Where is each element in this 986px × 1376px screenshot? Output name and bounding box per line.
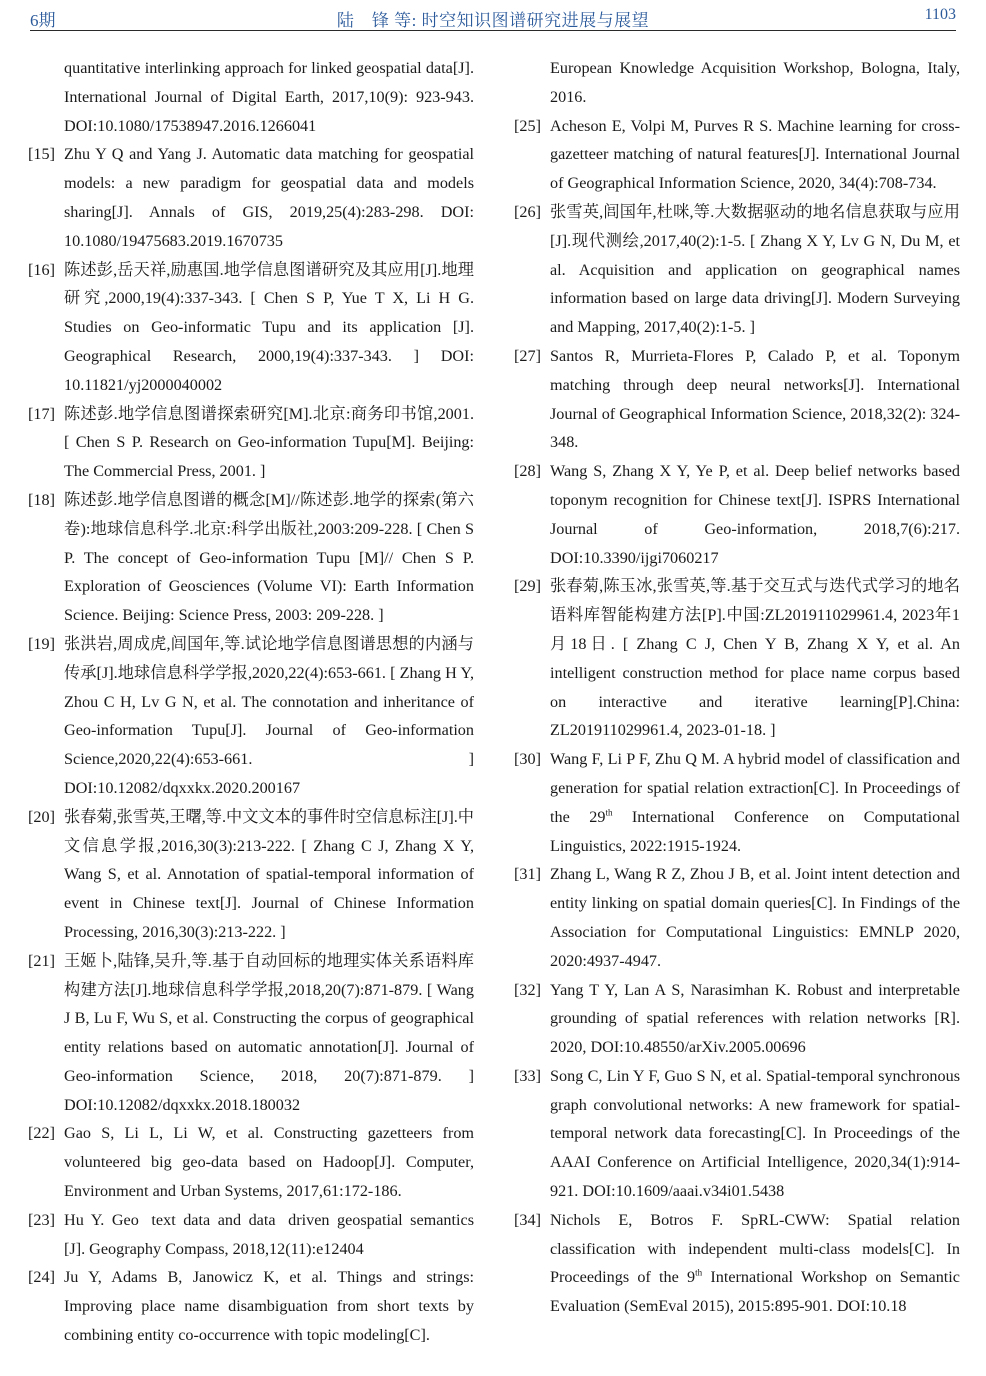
- reference-entry: [514, 860, 960, 975]
- reference-entry: [28, 140, 474, 255]
- reference-entry: [514, 457, 960, 572]
- page-number: 1103: [924, 6, 956, 23]
- reference-number: [30]: [514, 750, 541, 769]
- reference-number: [28]: [514, 462, 541, 481]
- issue-label: 6期: [30, 11, 56, 30]
- reference-entry: [514, 976, 960, 1062]
- reference-number: [19]: [28, 634, 55, 653]
- reference-number: [27]: [514, 346, 541, 365]
- reference-text: 张春菊,张雪英,王曙,等.中文文本的事件时空信息标注[J].中文信息学报,2016,30(3):213-222. [ Zhang C J, Zhang X Y, Wang S, et al. Annotation of spatial-temporal information of event in Chinese text[J]. Journal of Chinese Information Processing, 2016,30(3):213-222. ]: [64, 807, 474, 941]
- reference-entry: [514, 1206, 960, 1321]
- reference-text: 陈述彭.地学信息图谱探索研究[M].北京:商务印书馆,2001. [ Chen S P. Research on Geo-information Tupu[M]. Beijing: The Commercial Press, 2001. ]: [64, 404, 474, 481]
- reference-text: Wang S, Zhang X Y, Ye P, et al. Deep belief networks based toponym recognition for Chinese text[J]. ISPRS International Journal of Geo-information, 2018,7(6):217. DOI:10.3390/ijgi7060217: [550, 462, 960, 567]
- reference-text: Gao S, Li L, Li W, et al. Constructing gazetteers from volunteered big geo-data based on Hadoop[J]. Computer, Environment and Urban Systems, 2017,61:172-186.: [64, 1124, 474, 1201]
- reference-number: [33]: [514, 1066, 541, 1085]
- reference-text: Song C, Lin Y F, Guo S N, et al. Spatial-temporal synchronous graph convolutional networks: A new framework for spatial-temporal network data forecasting[C]. In Proceedings of the AAAI Conference on Artificial Intelligence, 2020,34(1):914-921. DOI:10.1609/aaai.v34i01.5438: [550, 1066, 960, 1201]
- reference-entry: [514, 112, 960, 198]
- reference-entry: [514, 745, 960, 860]
- reference-entry: [514, 342, 960, 457]
- reference-text: 陈述彭.地学信息图谱的概念[M]//陈述彭.地学的探索(第六卷):地球信息科学.北京:科学出版社,2003:209-228. [ Chen S P. The concept of Geo-information Tupu [M]// Chen S P. Exploration of Geosciences (Volume VI): Earth Information Science. Beijing: Science Press, 2003: 209-228. ]: [64, 490, 474, 625]
- reference-number: [32]: [514, 980, 541, 999]
- reference-text: European Knowledge Acquisition Workshop, Bologna, Italy, 2016.: [550, 59, 960, 106]
- reference-text: Ju Y, Adams B, Janowicz K, et al. Things and strings: Improving place name disambiguation from short texts by combining entity co-occurrence with topic modeling[C].: [64, 1268, 474, 1345]
- reference-number: [23]: [28, 1210, 55, 1229]
- reference-number: [29]: [514, 577, 541, 596]
- reference-column-right: [514, 54, 960, 1321]
- reference-number: [31]: [514, 865, 541, 884]
- page-header: [30, 4, 956, 31]
- reference-number: [17]: [28, 404, 55, 423]
- reference-text: Zhang L, Wang R Z, Zhou J B, et al. Joint intent detection and entity linking on spatial domain queries[C]. In Findings of the Association for Computational Linguistics: EMNLP 2020, 2020:4937-4947.: [550, 865, 960, 970]
- reference-number: [21]: [28, 951, 55, 970]
- reference-text: Yang T Y, Lan A S, Narasimhan K. Robust and interpretable grounding of spatial references with relation networks [R]. 2020, DOI:10.48550/arXiv.2005.00696: [550, 980, 960, 1057]
- reference-entry: [28, 1263, 474, 1349]
- reference-entry: [28, 803, 474, 947]
- reference-text: 张洪岩,周成虎,闾国年,等.试论地学信息图谱思想的内涵与传承[J].地球信息科学学报,2020,22(4):653-661. [ Zhang H Y, Zhou C H, Lv G N, et al. The connotation and inheritance of Geo-information Tupu[J]. Journal of Geo-information Science,2020,22(4):653-661. ] DOI:10.12082/dqxxkx.2020.200167: [64, 634, 474, 797]
- reference-number: [24]: [28, 1268, 55, 1287]
- reference-number: [25]: [514, 116, 541, 135]
- reference-text: 王姬卜,陆锋,吴升,等.基于自动回标的地理实体关系语料库构建方法[J].地球信息科学学报,2018,20(7):871-879. [ Wang J B, Lu F, Wu S, et al. Constructing the corpus of geographical entity relations based on automatic annotation[J]. Journal of Geo-information Science, 2018, 20(7):871-879. ] DOI:10.12082/dqxxkx.2018.180032: [64, 951, 474, 1114]
- reference-text: 张雪英,闾国年,杜咪,等.大数据驱动的地名信息获取与应用[J].现代测绘,2017,40(2):1-5. [ Zhang X Y, Lv G N, Du M, et al. Acquisition and application on geographical names information based on large data driving[J]. Modern Surveying and Mapping, 2017,40(2):1-5. ]: [550, 202, 960, 337]
- running-title: 陆 锋 等: 时空知识图谱研究进展与展望: [336, 11, 650, 30]
- reference-column-left: [28, 54, 474, 1350]
- reference-entry: [514, 572, 960, 745]
- reference-text: Zhu Y Q and Yang J. Automatic data matching for geospatial models: a new paradigm for geospatial data and models sharing[J]. Annals of GIS, 2019,25(4):283-298. DOI: 10.1080/19475683.2019.1670735: [64, 145, 474, 250]
- reference-number: [18]: [28, 490, 55, 509]
- reference-number: [15]: [28, 145, 55, 164]
- reference-entry: [28, 1119, 474, 1205]
- reference-entry: [28, 54, 474, 140]
- reference-number: [22]: [28, 1124, 55, 1143]
- reference-entry: [514, 1062, 960, 1206]
- reference-entry: [28, 400, 474, 486]
- reference-text: Hu Y. Geo text data and data driven geospatial semantics [J]. Geography Compass, 2018,12(11):e12404: [64, 1210, 474, 1258]
- reference-text: Santos R, Murrieta-Flores P, Calado P, et al. Toponym matching through deep neural networks[J]. International Journal of Geographical Information Science, 2018,32(2): 324-348.: [550, 346, 960, 452]
- reference-entry: [514, 198, 960, 342]
- reference-number: [34]: [514, 1210, 541, 1229]
- reference-entry: [28, 630, 474, 803]
- reference-text: quantitative interlinking approach for linked geospatial data[J]. International Journal of Digital Earth, 2017,10(9): 923-943. DOI:10.1080/17538947.2016.1266041: [64, 59, 474, 135]
- reference-number: [16]: [28, 260, 55, 279]
- reference-text: Wang F, Li P F, Zhu Q M. A hybrid model of classification and generation for spatial relation extraction[C]. In Proceedings of the 29th International Conference on Computational Linguistics, 2022:1915-1924.: [550, 750, 961, 855]
- reference-entry: [28, 486, 474, 630]
- reference-entry: [28, 947, 474, 1120]
- reference-text: Nichols E, Botros F. SpRL-CWW: Spatial relation classification with independent multi-class models[C]. In Proceedings of the 9th International Workshop on Semantic Evaluation (SemEval 2015), 2015:895-901. DOI:10.18: [550, 1210, 960, 1316]
- reference-entry: [514, 54, 960, 112]
- reference-entry: [28, 1206, 474, 1264]
- reference-text: 张春菊,陈玉冰,张雪英,等.基于交互式与迭代式学习的地名语料库智能构建方法[P].中国:ZL201911029961.4, 2023年1月18日. [ Zhang C J, Chen Y B, Zhang X Y, et al. An intelligent construction method for place name corpus based on interactive and iterative learning[P].China: ZL201911029961.4, 2023-01-18. ]: [550, 577, 960, 740]
- reference-text: 陈述彭,岳天祥,励惠国.地学信息图谱研究及其应用[J].地理研究,2000,19(4):337-343. [ Chen S P, Yue T X, Li H G. Studies on Geo-informatic Tupu and its application [J]. Geographical Research, 2000,19(4):337-343. ] DOI: 10.11821/yj2000040002: [64, 260, 474, 394]
- reference-number: [20]: [28, 807, 55, 826]
- reference-entry: [28, 256, 474, 400]
- reference-number: [26]: [514, 202, 541, 221]
- reference-text: Acheson E, Volpi M, Purves R S. Machine learning for cross-gazetteer matching of natural features[J]. International Journal of Geographical Information Science, 2020, 34(4):708-734.: [550, 116, 960, 193]
